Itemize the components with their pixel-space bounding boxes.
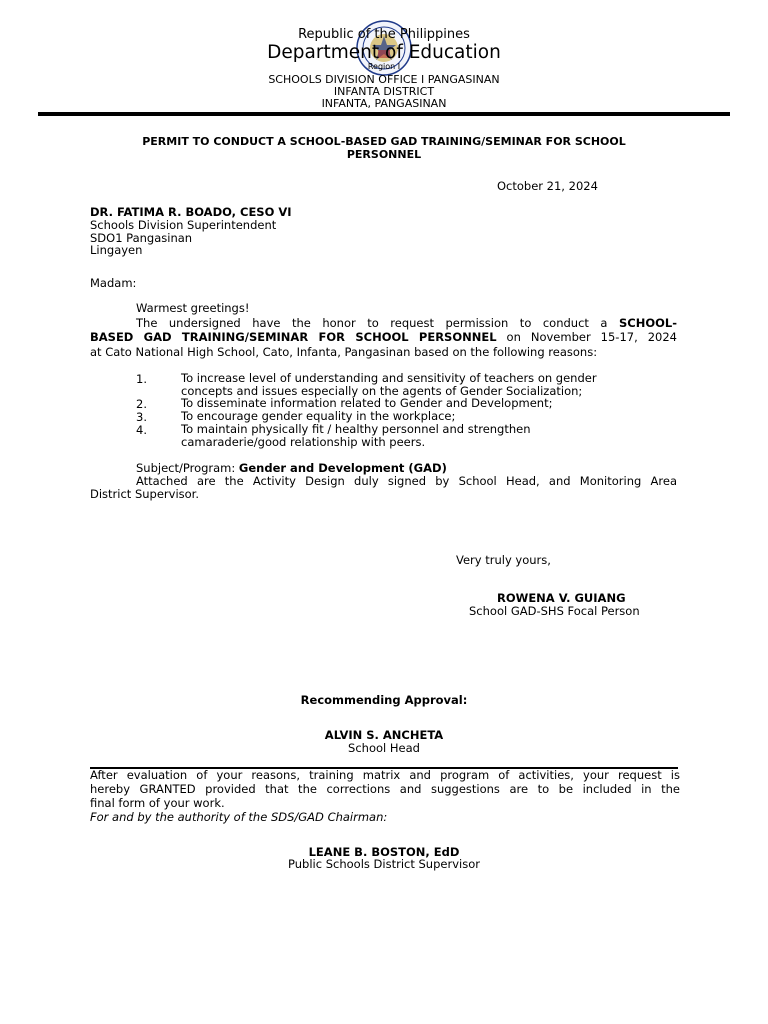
paragraph-line-1	[136, 316, 677, 330]
closing: Very truly yours,	[456, 553, 551, 567]
reason-number: 3.	[136, 410, 147, 424]
approval-text	[90, 768, 680, 824]
reason-item	[181, 423, 651, 448]
subject-value: Gender and Development (GAD)	[238, 461, 447, 475]
reason-number: 4.	[136, 423, 147, 437]
division-line: SCHOOLS DIVISION OFFICE I PANGASINAN	[268, 73, 500, 86]
approval-line: final form of your work.	[90, 796, 225, 810]
region-label: Region I	[367, 62, 401, 71]
subject-program	[136, 461, 447, 475]
request-text: The undersigned have the honor to request permission to conduct a	[136, 316, 608, 330]
reason-item: To encourage gender equality in the workplace;	[181, 409, 456, 423]
reason-line: concepts and issues especially on the agents of Gender Socialization;	[181, 383, 583, 398]
greeting: Warmest greetings!	[136, 301, 250, 315]
header-divider	[38, 112, 730, 116]
training-date: on November 15-17, 2024	[506, 330, 677, 344]
paragraph-line-3: at Cato National High School, Cato, Infanta, Pangasinan based on the following reasons:	[90, 345, 598, 359]
addressee-name: DR. FATIMA R. BOADO, CESO VI	[90, 205, 292, 219]
sender-name: ROWENA V. GUIANG	[497, 591, 626, 605]
training-title-part1: SCHOOL-	[619, 316, 677, 330]
addressee-position: Schools Division Superintendent	[90, 218, 277, 232]
approval-line: hereby GRANTED provided that the corrections and suggestions are to be included in the	[90, 782, 680, 796]
attached-line-2: District Supervisor.	[90, 487, 200, 501]
supervisor-name: LEANE B. BOSTON, EdD	[308, 845, 460, 859]
addressee-city: Lingayen	[90, 243, 143, 257]
department-title: Department of Education	[267, 42, 501, 63]
training-title-part2: BASED GAD TRAINING/SEMINAR FOR SCHOOL PERSONNEL	[90, 330, 497, 344]
salutation: Madam:	[90, 276, 137, 290]
reason-line: camaraderie/good relationship with peers.	[181, 434, 426, 449]
subject-label: Subject/Program:	[136, 461, 236, 475]
authority-line: For and by the authority of the SDS/GAD Chairman:	[90, 810, 388, 824]
recommender-name: ALVIN S. ANCHETA	[324, 728, 444, 742]
supervisor-position: Public Schools District Supervisor	[288, 857, 480, 871]
attached-line-1: Attached are the Activity Design duly signed by School Head, and Monitoring Area	[136, 474, 677, 488]
reason-item: To disseminate information related to Gender and Development;	[181, 396, 553, 410]
recommending-label: Recommending Approval:	[300, 693, 468, 707]
reason-line: To maintain physically fit / healthy personnel and strengthen	[181, 422, 531, 436]
reason-item	[181, 372, 651, 397]
approval-line: After evaluation of your reasons, training matrix and program of activities, your request is	[90, 768, 680, 782]
document-title-line2: PERSONNEL	[346, 148, 422, 161]
paragraph-line-2	[90, 330, 677, 344]
republic-line: Republic of the Philippines	[298, 27, 470, 42]
location-line: INFANTA, PANGASINAN	[321, 97, 447, 110]
reason-number: 2.	[136, 397, 147, 411]
document-title-line1: PERMIT TO CONDUCT A SCHOOL-BASED GAD TRAINING/SEMINAR FOR SCHOOL	[142, 135, 626, 148]
recommender-position: School Head	[348, 741, 420, 755]
district-line: INFANTA DISTRICT	[333, 85, 435, 98]
letter-date: October 21, 2024	[497, 179, 598, 193]
reason-number: 1.	[136, 372, 147, 386]
reason-line: To increase level of understanding and sensitivity of teachers on gender	[181, 371, 597, 385]
addressee-office: SDO1 Pangasinan	[90, 231, 193, 245]
sender-position: School GAD-SHS Focal Person	[469, 604, 640, 618]
